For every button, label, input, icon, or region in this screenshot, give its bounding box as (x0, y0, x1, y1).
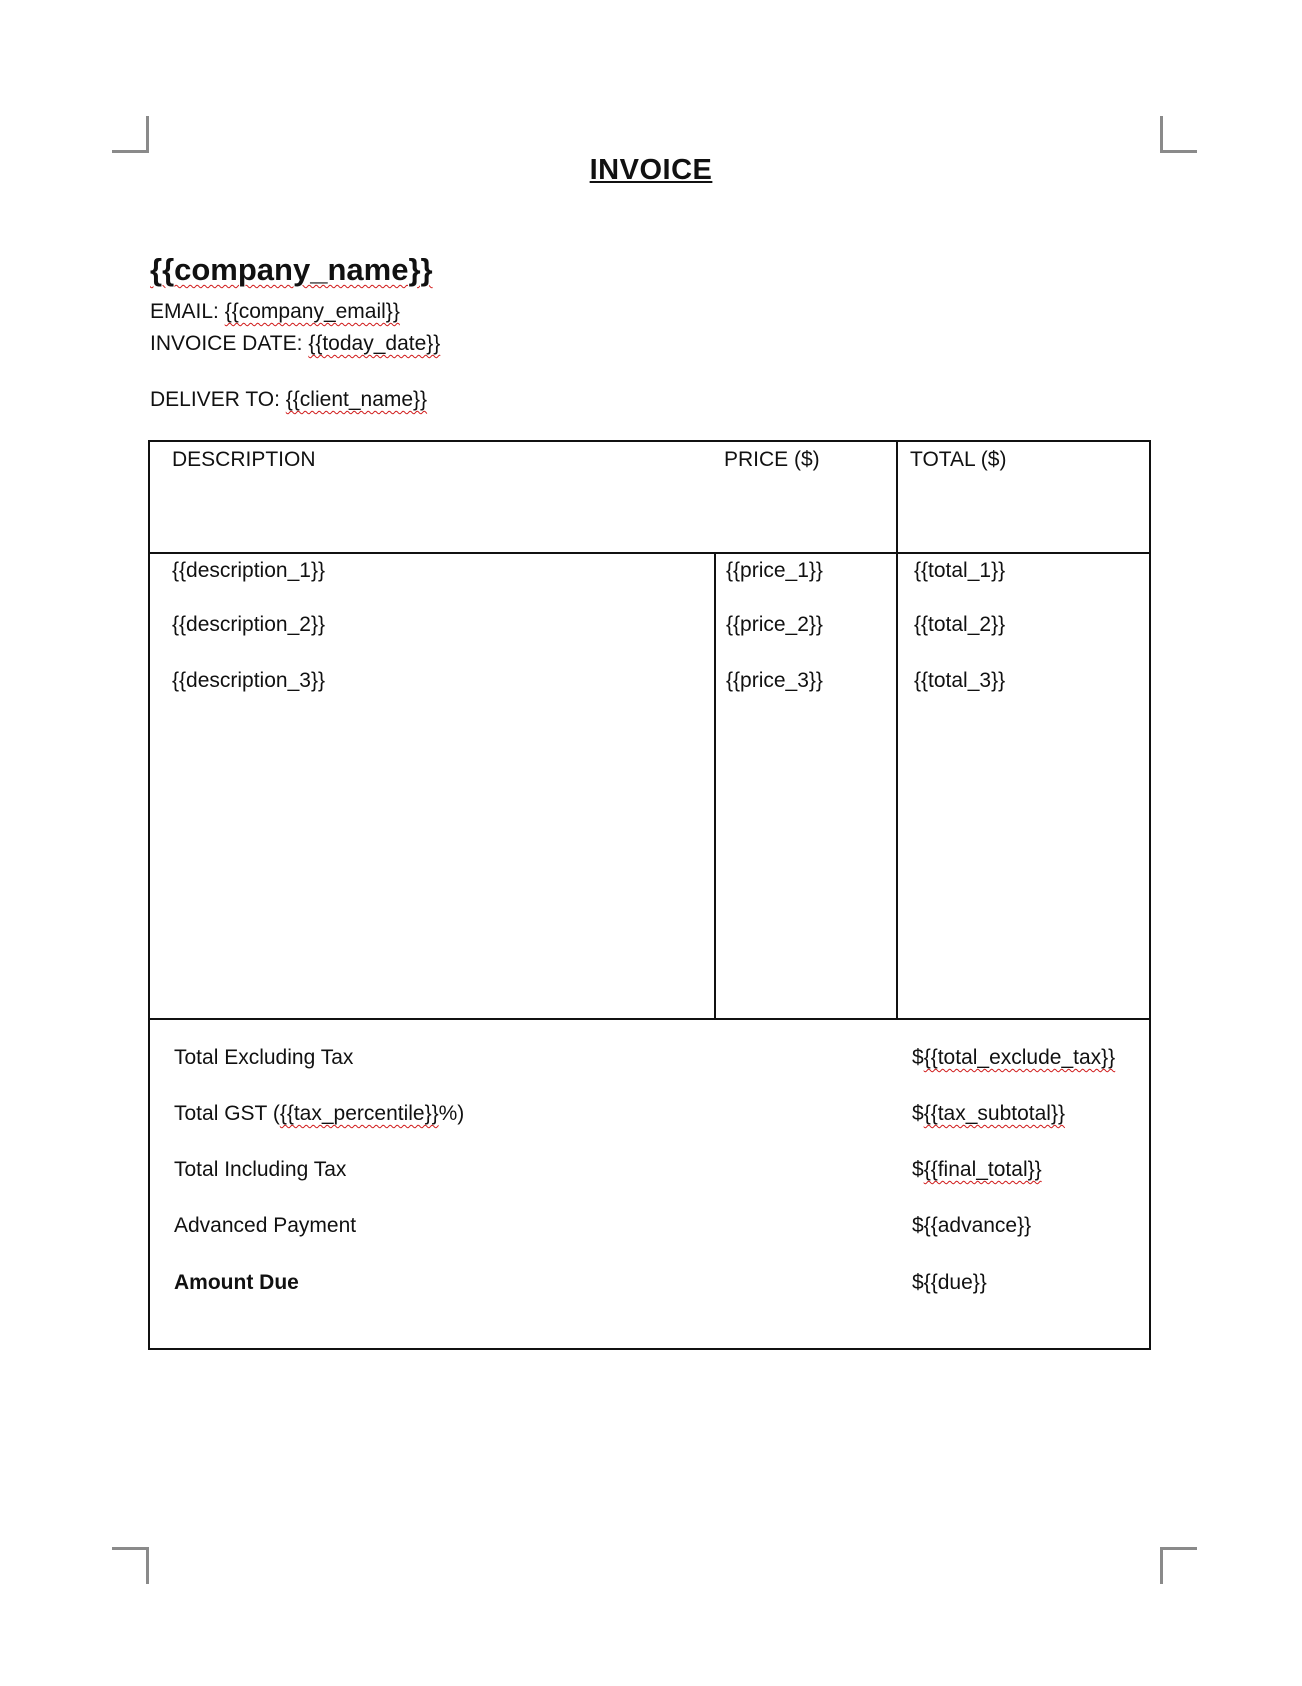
row-1-description: {{description_1}} (172, 559, 325, 582)
currency-prefix: $ (912, 1158, 924, 1181)
amount-due-label: Amount Due (174, 1271, 299, 1294)
price-column-divider (714, 552, 716, 1018)
total-including-tax-label: Total Including Tax (174, 1158, 347, 1181)
final-total-var: {{final_total}} (923, 1158, 1042, 1181)
invoice-date-value: {{today_date}} (308, 332, 441, 355)
total-excluding-tax-label: Total Excluding Tax (174, 1046, 354, 1069)
gst-label-prefix: Total GST ( (174, 1102, 280, 1125)
header-description: DESCRIPTION (172, 448, 316, 471)
crop-mark-bottom-right (1160, 1547, 1197, 1584)
invoice-date-label: INVOICE DATE: (150, 332, 309, 355)
amount-due-value: ${{due}} (912, 1271, 987, 1294)
row-2-description: {{description_2}} (172, 613, 325, 636)
invoice-table (148, 440, 1151, 1350)
email-value: {{company_email}} (224, 300, 400, 323)
gst-label-suffix: %) (438, 1102, 465, 1125)
email-label: EMAIL: (150, 300, 225, 323)
total-excluding-tax-value (912, 1046, 1115, 1070)
row-3-total: {{total_3}} (914, 669, 1006, 692)
crop-mark-top-left (112, 116, 149, 153)
row-1-price: {{price_1}} (726, 559, 823, 582)
total-gst-value (912, 1102, 1065, 1126)
tax-subtotal-var: {{tax_subtotal}} (923, 1102, 1065, 1125)
crop-mark-top-right (1160, 116, 1197, 153)
row-1-total: {{total_1}} (914, 559, 1006, 582)
currency-prefix: $ (912, 1102, 924, 1125)
company-name: {{company_name}} (150, 252, 433, 287)
email-line (150, 300, 400, 324)
deliver-to-label: DELIVER TO: (150, 388, 286, 411)
header-divider (150, 552, 1149, 554)
deliver-to-value: {{client_name}} (285, 388, 428, 411)
advanced-payment-value: ${{advance}} (912, 1214, 1032, 1237)
invoice-title: INVOICE (589, 154, 713, 186)
header-price: PRICE ($) (724, 448, 820, 471)
row-3-description: {{description_3}} (172, 669, 325, 692)
total-exclude-tax-var: {{total_exclude_tax}} (923, 1046, 1116, 1069)
currency-prefix: $ (912, 1046, 924, 1069)
total-column-divider (896, 442, 898, 1018)
row-2-price: {{price_2}} (726, 613, 823, 636)
total-including-tax-value (912, 1158, 1042, 1182)
deliver-to-line (150, 388, 427, 412)
advanced-payment-label: Advanced Payment (174, 1214, 357, 1237)
total-gst-label (174, 1102, 464, 1126)
row-2-total: {{total_2}} (914, 613, 1006, 636)
row-3-price: {{price_3}} (726, 669, 823, 692)
header-total: TOTAL ($) (910, 448, 1007, 471)
invoice-date-line (150, 332, 440, 356)
crop-mark-bottom-left (112, 1547, 149, 1584)
tax-percentile-var: {{tax_percentile}} (279, 1102, 439, 1125)
summary-divider (150, 1018, 1149, 1020)
